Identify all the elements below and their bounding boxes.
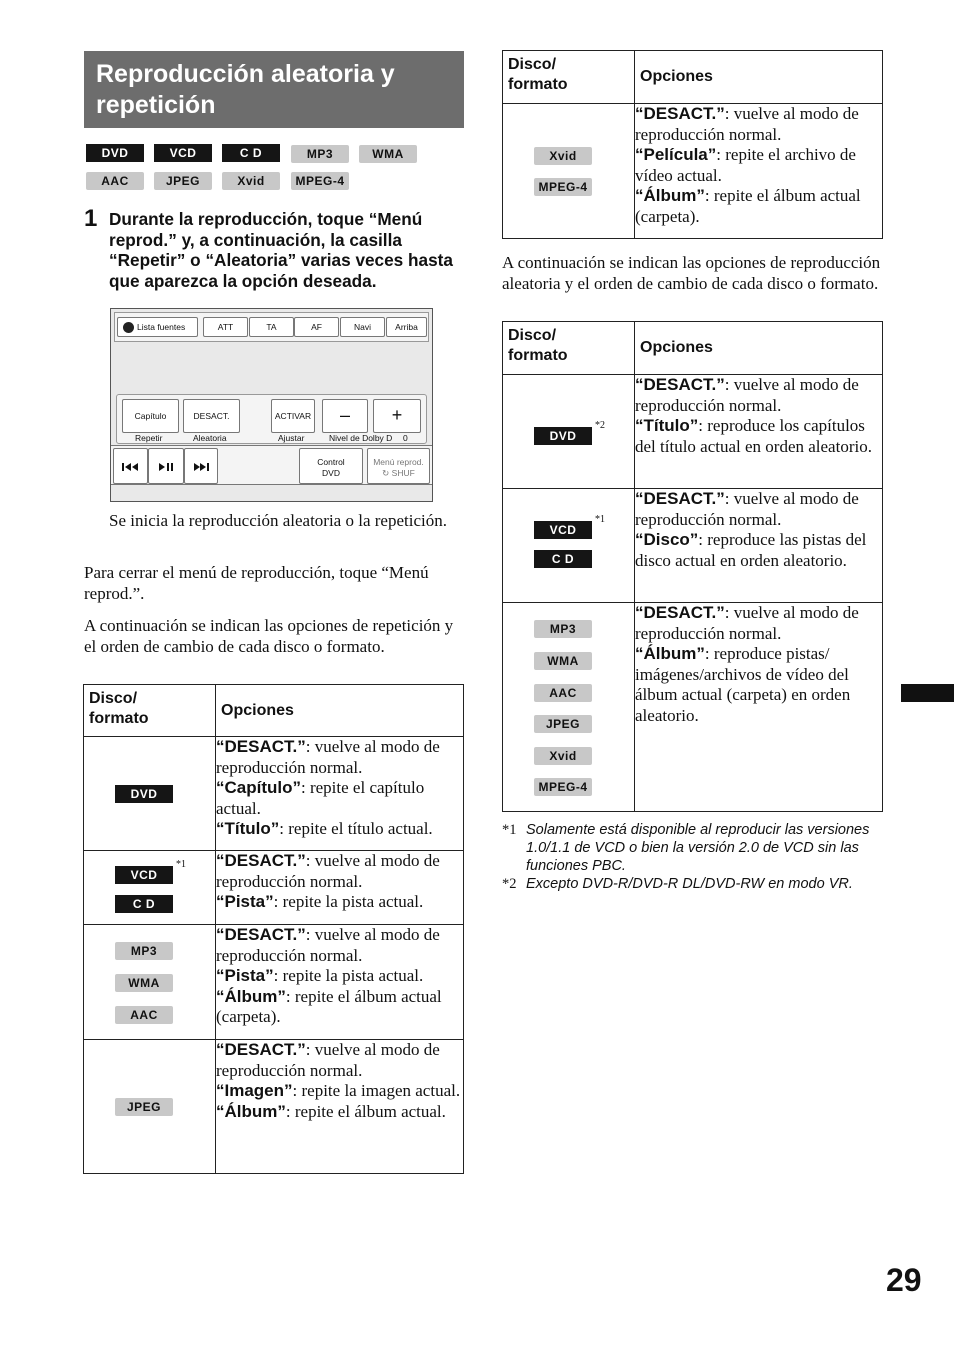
result-text: Se inicia la reproducción aleatoria o la repetición. [109,511,447,530]
opt-pista: “Pista” [216,892,274,912]
format-cell [84,851,216,925]
plus-button[interactable]: + [373,399,421,433]
opt-normal: : vuelve al modo de reproducción normal. [216,925,440,965]
opt-normal: : vuelve al modo de reproducción normal. [635,104,859,144]
opt-pelicula: “Película” [635,145,717,165]
step-number: 1 [84,205,98,232]
dvd-label: DVD [322,468,340,478]
opt-normal: : vuelve al modo de reproducción normal. [635,489,859,529]
header-disco-line2: formato [508,76,568,93]
format-cell [503,603,635,812]
opt-album: “Álbum” [635,186,705,206]
opt-pista-desc: : repite la pista actual. [273,892,424,912]
table-row [503,603,883,812]
badge-dvd: DVD [534,427,592,445]
table-row [503,375,883,489]
shuf-label: SHUF [391,468,415,478]
table-row [503,104,883,239]
opt-pelicula-desc: : repite el archivo de vídeo actual. [635,145,856,185]
opt-normal: : vuelve al modo de reproducción normal. [216,1040,440,1080]
prev-button[interactable] [113,448,148,484]
badge-wma: WMA [359,145,417,163]
navi-button[interactable]: Navi [340,317,385,337]
opt-desact: “DESACT.” [216,737,306,756]
header-disco-line1: Disco/ [508,56,557,73]
footnote-1 [502,821,882,875]
badge-mp3: MP3 [291,145,349,163]
options-cell [216,925,464,1040]
options-cell [635,603,883,812]
badge-mp3: MP3 [115,942,173,960]
prev-icon [121,462,141,472]
opt-pista: “Pista” [216,966,274,986]
format-cell [84,925,216,1040]
badge-aac: AAC [86,172,144,190]
footnote-1-text: Solamente está disponible al reproducir las versiones 1.0/1.1 de VCD o bien la versión 2.0 de VCD sin las funciones PBC. [526,822,870,874]
opt-normal: : vuelve al modo de reproducción normal. [635,603,859,643]
table-header-row [84,685,464,737]
badge-dvd: DVD [86,144,144,162]
header-opciones: Opciones [635,322,883,375]
repeat-options-table [83,684,464,1174]
dolby-label: Nivel de Dolby D [329,433,393,443]
footnote-1-mark: *1 [502,822,517,838]
next-icon [191,462,211,472]
lista-fuentes-button[interactable] [117,317,198,337]
opt-disco-desc: : reproduce las pistas del disco actual en orden aleatorio. [635,530,867,570]
opt-normal: : vuelve al modo de reproducción normal. [216,851,440,891]
badge-wma: WMA [115,974,173,992]
badge-vcd: VCD [534,521,592,539]
step-instruction: Durante la reproducción, toque “Menú reprod.” y, a continuación, la casilla “Repetir” o “Aleatoria” varias veces hasta que aparezca la opción deseada. [109,209,453,291]
badge-dvd: DVD [115,785,173,803]
options-cell [216,737,464,851]
badge-jpeg: JPEG [154,172,212,190]
format-cell [84,737,216,851]
badge-mpeg4: MPEG-4 [534,178,592,196]
opt-imagen: “Imagen” [216,1081,293,1101]
shuffle-intro-text: A continuación se indican las opciones de reproducción aleatoria y el orden de cambio de cada disco o formato. [502,253,881,293]
repetir-label: Repetir [135,433,163,443]
options-cell [216,1040,464,1174]
table-header-row [503,322,883,375]
header-disco-line2: formato [89,710,149,727]
opt-desact: “DESACT.” [635,375,725,394]
footnote-ref: *1 [595,514,605,525]
repeat-options-table-continued [502,50,883,239]
header-disco-line1: Disco/ [508,327,557,344]
opt-normal: : vuelve al modo de reproducción normal. [216,737,440,777]
opt-desact: “DESACT.” [635,104,725,123]
badge-jpeg: JPEG [534,715,592,733]
table-row [84,1040,464,1174]
play-pause-icon [156,462,176,472]
badge-mpeg4: MPEG-4 [291,172,349,190]
lista-fuentes-label: Lista fuentes [137,322,186,332]
format-cell [503,489,635,603]
opt-album: “Álbum” [635,644,705,664]
badge-mpeg4: MPEG-4 [534,778,592,796]
opt-disco: “Disco” [635,530,699,550]
section-tab [901,684,954,702]
table-row [84,925,464,1040]
opt-titulo-desc: : repite el título actual. [279,819,433,839]
repeat-intro-text: A continuación se indican las opciones de repetición y el orden de cambio de cada disco o formato. [84,616,454,656]
header-disco [503,322,635,375]
opt-pista-desc: : repite la pista actual. [273,966,424,986]
badge-wma: WMA [534,652,592,670]
activar-button[interactable]: ACTIVAR [271,399,315,433]
footnote-ref: *2 [595,420,605,431]
options-cell [635,489,883,603]
format-cell [84,1040,216,1174]
page-number: 29 [886,1262,922,1298]
menu-reprod-label: Menú reprod. [373,457,424,467]
format-cell [503,104,635,239]
badge-vcd: VCD [115,866,173,884]
opt-desact: “DESACT.” [216,925,306,944]
page-title: Reproducción aleatoria y repetición [84,51,464,128]
opt-album-desc: : reproduce pistas/ imágenes/archivos de vídeo del álbum actual (carpeta) en orden aleatorio. [635,644,851,725]
options-cell [635,104,883,239]
opt-desact: “DESACT.” [635,603,725,622]
badge-cd: C D [115,895,173,913]
badge-aac: AAC [115,1006,173,1024]
control-label: Control [317,457,345,467]
opt-titulo: “Título” [635,416,699,436]
table-row [503,489,883,603]
ta-button[interactable]: TA [249,317,294,337]
desact-button[interactable]: DESACT. [183,399,240,433]
menu-reprod-button[interactable] [367,448,430,484]
footnote-ref: *1 [176,859,186,870]
minus-button[interactable]: – [322,399,368,433]
opt-capitulo: “Capítulo” [216,778,301,798]
header-disco-line1: Disco/ [89,690,138,707]
shuffle-options-table [502,321,883,812]
table-row [84,851,464,925]
opt-titulo-desc: : reproduce los capítulos del título actual en orden aleatorio. [635,416,872,456]
dolby-value: 0 [403,433,408,443]
opt-album: “Álbum” [216,986,286,1006]
footnote-2-mark: *2 [502,876,517,892]
badge-aac: AAC [534,684,592,702]
opt-desact: “DESACT.” [216,851,306,870]
format-cell [503,375,635,489]
source-icon [123,322,134,333]
opt-imagen-desc: : repite la imagen actual. [292,1081,461,1101]
opt-album: “Álbum” [216,1101,286,1121]
opt-desact: “DESACT.” [216,1040,306,1059]
badge-xvid: Xvid [534,147,592,165]
next-button[interactable] [184,448,218,484]
footnote-2-text: Excepto DVD-R/DVD-R DL/DVD-RW en modo VR. [526,876,853,892]
badge-xvid: Xvid [534,747,592,765]
header-disco [503,51,635,104]
badge-cd: C D [222,144,280,162]
opt-titulo: “Título” [216,819,280,839]
close-menu-text: Para cerrar el menú de reproducción, toque “Menú reprod.”. [84,563,429,603]
header-disco-line2: formato [508,347,568,364]
footnote-2 [502,875,892,893]
opt-normal: : vuelve al modo de reproducción normal. [635,375,859,415]
opt-capitulo-desc: : repite el capítulo actual. [216,778,425,818]
table-header-row [503,51,883,104]
capitulo-button[interactable]: Capítulo [122,399,179,433]
options-cell [216,851,464,925]
play-pause-button[interactable] [148,448,184,484]
options-cell [635,375,883,489]
screen-illustration [110,308,433,502]
ajustar-label: Ajustar [278,433,305,443]
opt-album-desc: : repite el álbum actual (carpeta). [216,986,442,1027]
badge-jpeg: JPEG [115,1098,173,1116]
badge-mp3: MP3 [534,620,592,638]
control-dvd-button[interactable] [299,448,363,484]
table-row [84,737,464,851]
opt-desact: “DESACT.” [635,489,725,508]
af-button[interactable]: AF [294,317,339,337]
badge-vcd: VCD [154,144,212,162]
opt-album-desc: : repite el álbum actual (carpeta). [635,186,861,226]
header-disco [84,685,216,737]
header-opciones: Opciones [216,685,464,737]
opt-album-desc: : repite el álbum actual. [285,1101,446,1121]
header-opciones: Opciones [635,51,883,104]
shuffle-icon: ↻ [382,468,390,478]
badge-xvid: Xvid [222,172,280,190]
badge-cd: C D [534,550,592,568]
aleatoria-label: Aleatoria [193,433,227,443]
att-button[interactable]: ATT [203,317,248,337]
arriba-button[interactable]: Arriba [386,317,427,337]
